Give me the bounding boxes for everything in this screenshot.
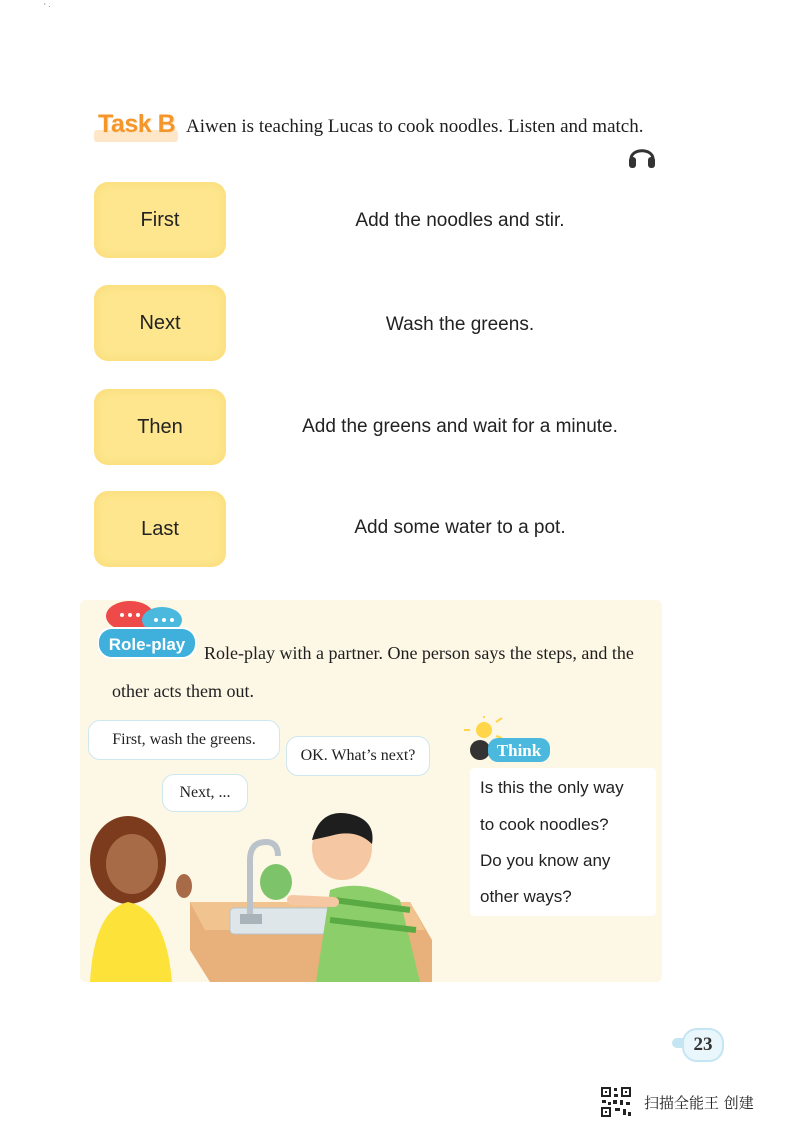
task-header	[98, 110, 718, 150]
task-instruction: Aiwen is teaching Lucas to cook noodles. Listen and match.	[186, 116, 644, 137]
speech-bubble-girl-1: First, wash the greens.	[88, 720, 280, 760]
think-logo	[462, 716, 556, 772]
qr-code-icon	[600, 1086, 632, 1118]
think-line-2: to cook noodles?	[480, 815, 609, 834]
speech-bubble-boy: OK. What’s next?	[286, 736, 430, 776]
step-tag-next[interactable]: Next	[94, 285, 226, 361]
step-sentence-2[interactable]: Wash the greens.	[385, 314, 535, 335]
think-line-4: other ways?	[480, 887, 572, 906]
light-bulb-icon	[476, 722, 492, 738]
roleplay-instruction: Role-play with a partner. One person says the steps, and the other acts them out.	[112, 643, 634, 701]
step-tag-then[interactable]: Then	[94, 389, 226, 465]
step-sentence-4[interactable]: Add some water to a pot.	[354, 517, 566, 538]
corner-mark: ‘ ·	[44, 2, 51, 11]
speech-bubble-girl-2: Next, ...	[162, 774, 248, 812]
page-number: 23	[682, 1028, 724, 1062]
roleplay-illustration	[80, 790, 432, 982]
step-tag-last[interactable]: Last	[94, 491, 226, 567]
think-label: Think	[496, 741, 542, 760]
think-line-3: Do you know any	[480, 851, 611, 870]
think-line-1: Is this the only way	[480, 778, 624, 797]
headphones-icon[interactable]	[626, 140, 658, 172]
step-sentence-3[interactable]: Add the greens and wait for a minute.	[302, 416, 618, 437]
task-label: Task B	[98, 110, 176, 138]
roleplay-label: Role-play	[108, 635, 186, 654]
step-tag-first[interactable]: First	[94, 182, 226, 258]
scanner-label: 扫描全能王 创建	[644, 1094, 754, 1112]
step-sentence-1[interactable]: Add the noodles and stir.	[355, 210, 565, 231]
